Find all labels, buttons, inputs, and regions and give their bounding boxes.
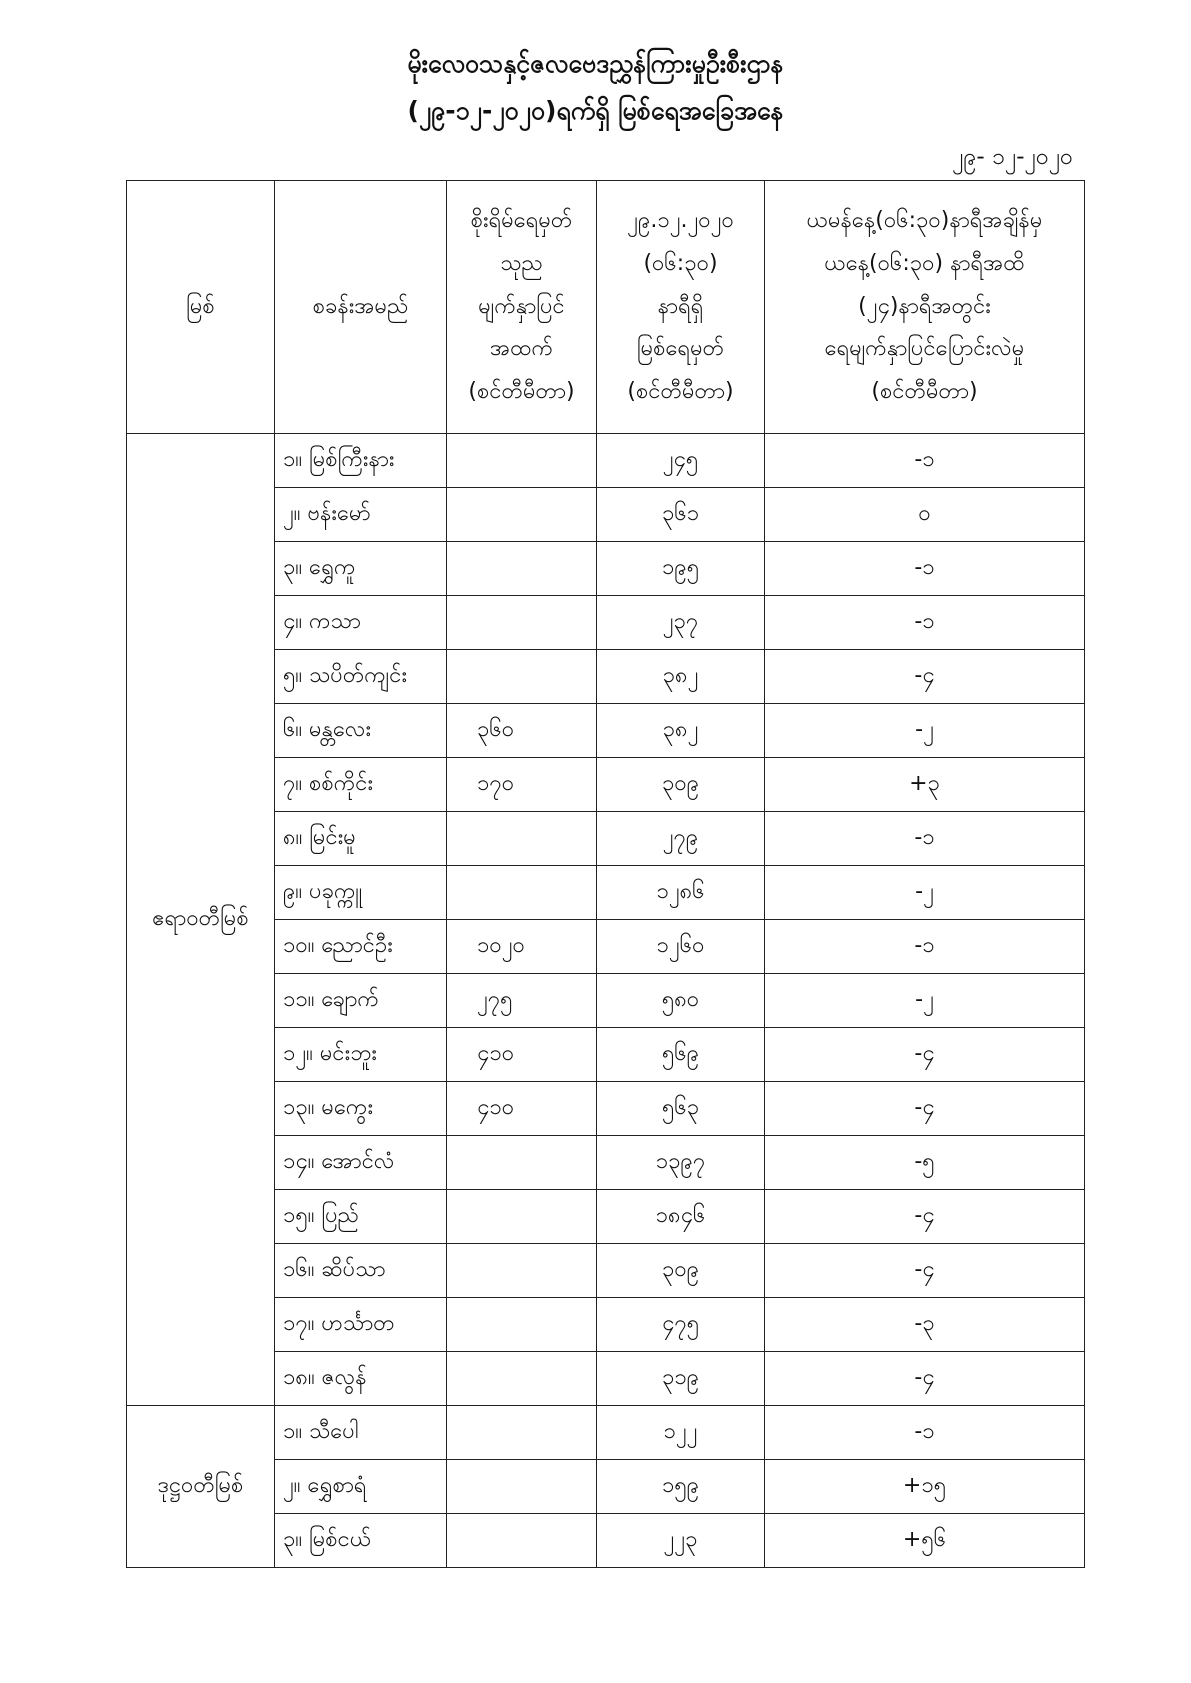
station-name: ၉။ ပခုက္ကူ: [275, 866, 447, 920]
level-change: ၀: [765, 488, 1085, 542]
level-change: -၂: [765, 704, 1085, 758]
water-level: ၄၇၅: [597, 1298, 765, 1352]
header-warning-level: စိုးရိမ်ရေမှတ် သုည မျက်နှာပြင် အထက် (စင်တီမီတာ): [447, 181, 597, 434]
station-name: ၁၇။ ဟင်္သာတ: [275, 1298, 447, 1352]
table-header-row: [127, 181, 1085, 434]
station-name: ၈။ မြင်းမူ: [275, 812, 447, 866]
river-name: ဧရာဝတီမြစ်: [127, 434, 275, 1406]
level-change: -၁: [765, 596, 1085, 650]
station-name: ၃။ ရွှေကူ: [275, 542, 447, 596]
warning-level: [447, 812, 597, 866]
warning-level: [447, 434, 597, 488]
water-level: ၁၂၈၆: [597, 866, 765, 920]
water-level: ၃၈၂: [597, 650, 765, 704]
warning-level: [447, 542, 597, 596]
water-level: ၅၈၀: [597, 974, 765, 1028]
river-level-table: [126, 180, 1085, 1568]
water-level: ၂၂၃: [597, 1514, 765, 1568]
level-change: -၄: [765, 650, 1085, 704]
warning-level: ၄၁၀: [447, 1082, 597, 1136]
water-level: ၅၆၉: [597, 1028, 765, 1082]
warning-level: [447, 650, 597, 704]
station-name: ၁၁။ ချောက်: [275, 974, 447, 1028]
warning-level: ၁၇၀: [447, 758, 597, 812]
water-level: ၂၇၉: [597, 812, 765, 866]
warning-level: [447, 1514, 597, 1568]
level-change: -၄: [765, 1082, 1085, 1136]
warning-level: ၃၆၀: [447, 704, 597, 758]
level-change: -၄: [765, 1190, 1085, 1244]
water-level: ၂၃၇: [597, 596, 765, 650]
water-level: ၁၂၂: [597, 1406, 765, 1460]
water-level: ၁၉၅: [597, 542, 765, 596]
level-change: -၁: [765, 920, 1085, 974]
station-name: ၁၂။ မင်းဘူး: [275, 1028, 447, 1082]
station-name: ၁၃။ မကွေး: [275, 1082, 447, 1136]
warning-level: [447, 866, 597, 920]
water-level: ၃၁၉: [597, 1352, 765, 1406]
level-change: -၄: [765, 1244, 1085, 1298]
warning-level: ၄၁၀: [447, 1028, 597, 1082]
water-level: ၁၈၄၆: [597, 1190, 765, 1244]
water-level: ၂၄၅: [597, 434, 765, 488]
water-level: ၅၆၃: [597, 1082, 765, 1136]
water-level: ၃၆၁: [597, 488, 765, 542]
water-level: ၁၃၉၇: [597, 1136, 765, 1190]
document-title: မိုးလေဝသနှင့်ဇလဗေဒညွှန်ကြားမှုဦးစီးဌာန: [407, 49, 784, 78]
level-change: +၃: [765, 758, 1085, 812]
level-change: -၁: [765, 434, 1085, 488]
table-body: [127, 434, 1085, 1568]
water-level: ၃၀၉: [597, 758, 765, 812]
level-change: +၅၆: [765, 1514, 1085, 1568]
level-change: -၁: [765, 812, 1085, 866]
station-name: ၁၈။ ဇလွန်: [275, 1352, 447, 1406]
station-name: ၇။ စစ်ကိုင်း: [275, 758, 447, 812]
warning-level: [447, 1244, 597, 1298]
header-river: မြစ်: [127, 181, 275, 434]
station-name: ၁၀။ ညောင်ဦး: [275, 920, 447, 974]
warning-level: ၂၇၅: [447, 974, 597, 1028]
station-name: ၂။ ဗန်းမော်: [275, 488, 447, 542]
level-change: +၁၅: [765, 1460, 1085, 1514]
warning-level: ၁၀၂၀: [447, 920, 597, 974]
level-change: -၃: [765, 1298, 1085, 1352]
station-name: ၁။ မြစ်ကြီးနား: [275, 434, 447, 488]
warning-level: [447, 1460, 597, 1514]
level-change: -၄: [765, 1028, 1085, 1082]
station-name: ၂။ ရွှေစာရံ: [275, 1460, 447, 1514]
station-name: ၁၅။ ပြည်: [275, 1190, 447, 1244]
station-name: ၁။ သီပေါ: [275, 1406, 447, 1460]
water-level: ၁၂၆၀: [597, 920, 765, 974]
level-change: -၂: [765, 866, 1085, 920]
station-name: ၁၄။ အောင်လံ: [275, 1136, 447, 1190]
level-change: -၄: [765, 1352, 1085, 1406]
station-name: ၆။ မန္တလေး: [275, 704, 447, 758]
header-24h-change: ယမန်နေ့(၀၆:၃၀)နာရီအချိန်မှ ယနေ့(၀၆:၃၀) နာရီအထိ (၂၄)နာရီအတွင်း ရေမျက်နှာပြင်ပြောင်းလဲမှု (စင်တီမီတာ): [765, 181, 1085, 434]
water-level: ၁၅၉: [597, 1460, 765, 1514]
table-row: [127, 1406, 1085, 1460]
level-change: -၁: [765, 542, 1085, 596]
warning-level: [447, 596, 597, 650]
level-change: -၅: [765, 1136, 1085, 1190]
water-level: ၃၀၉: [597, 1244, 765, 1298]
warning-level: [447, 1298, 597, 1352]
report-date: ၂၉- ၁၂-၂၀၂၀: [952, 144, 1073, 170]
header-water-level: ၂၉.၁၂.၂၀၂၀ (၀၆:၃၀) နာရီရှိ မြစ်ရေမှတ် (စင်တီမီတာ): [597, 181, 765, 434]
warning-level: [447, 488, 597, 542]
station-name: ၄။ ကသာ: [275, 596, 447, 650]
level-change: -၁: [765, 1406, 1085, 1460]
header-station: စခန်းအမည်: [275, 181, 447, 434]
table-row: [127, 434, 1085, 488]
warning-level: [447, 1406, 597, 1460]
warning-level: [447, 1136, 597, 1190]
warning-level: [447, 1190, 597, 1244]
document-subtitle: (၂၉-၁၂-၂၀၂၀)ရက်ရှိ မြစ်ရေအခြေအနေ: [407, 96, 784, 125]
river-name: ဒုဋ္ဌဝတီမြစ်: [127, 1406, 275, 1568]
station-name: ၅။ သပိတ်ကျင်း: [275, 650, 447, 704]
station-name: ၁၆။ ဆိပ်သာ: [275, 1244, 447, 1298]
station-name: ၃။ မြစ်ငယ်: [275, 1514, 447, 1568]
water-level: ၃၈၂: [597, 704, 765, 758]
warning-level: [447, 1352, 597, 1406]
level-change: -၂: [765, 974, 1085, 1028]
